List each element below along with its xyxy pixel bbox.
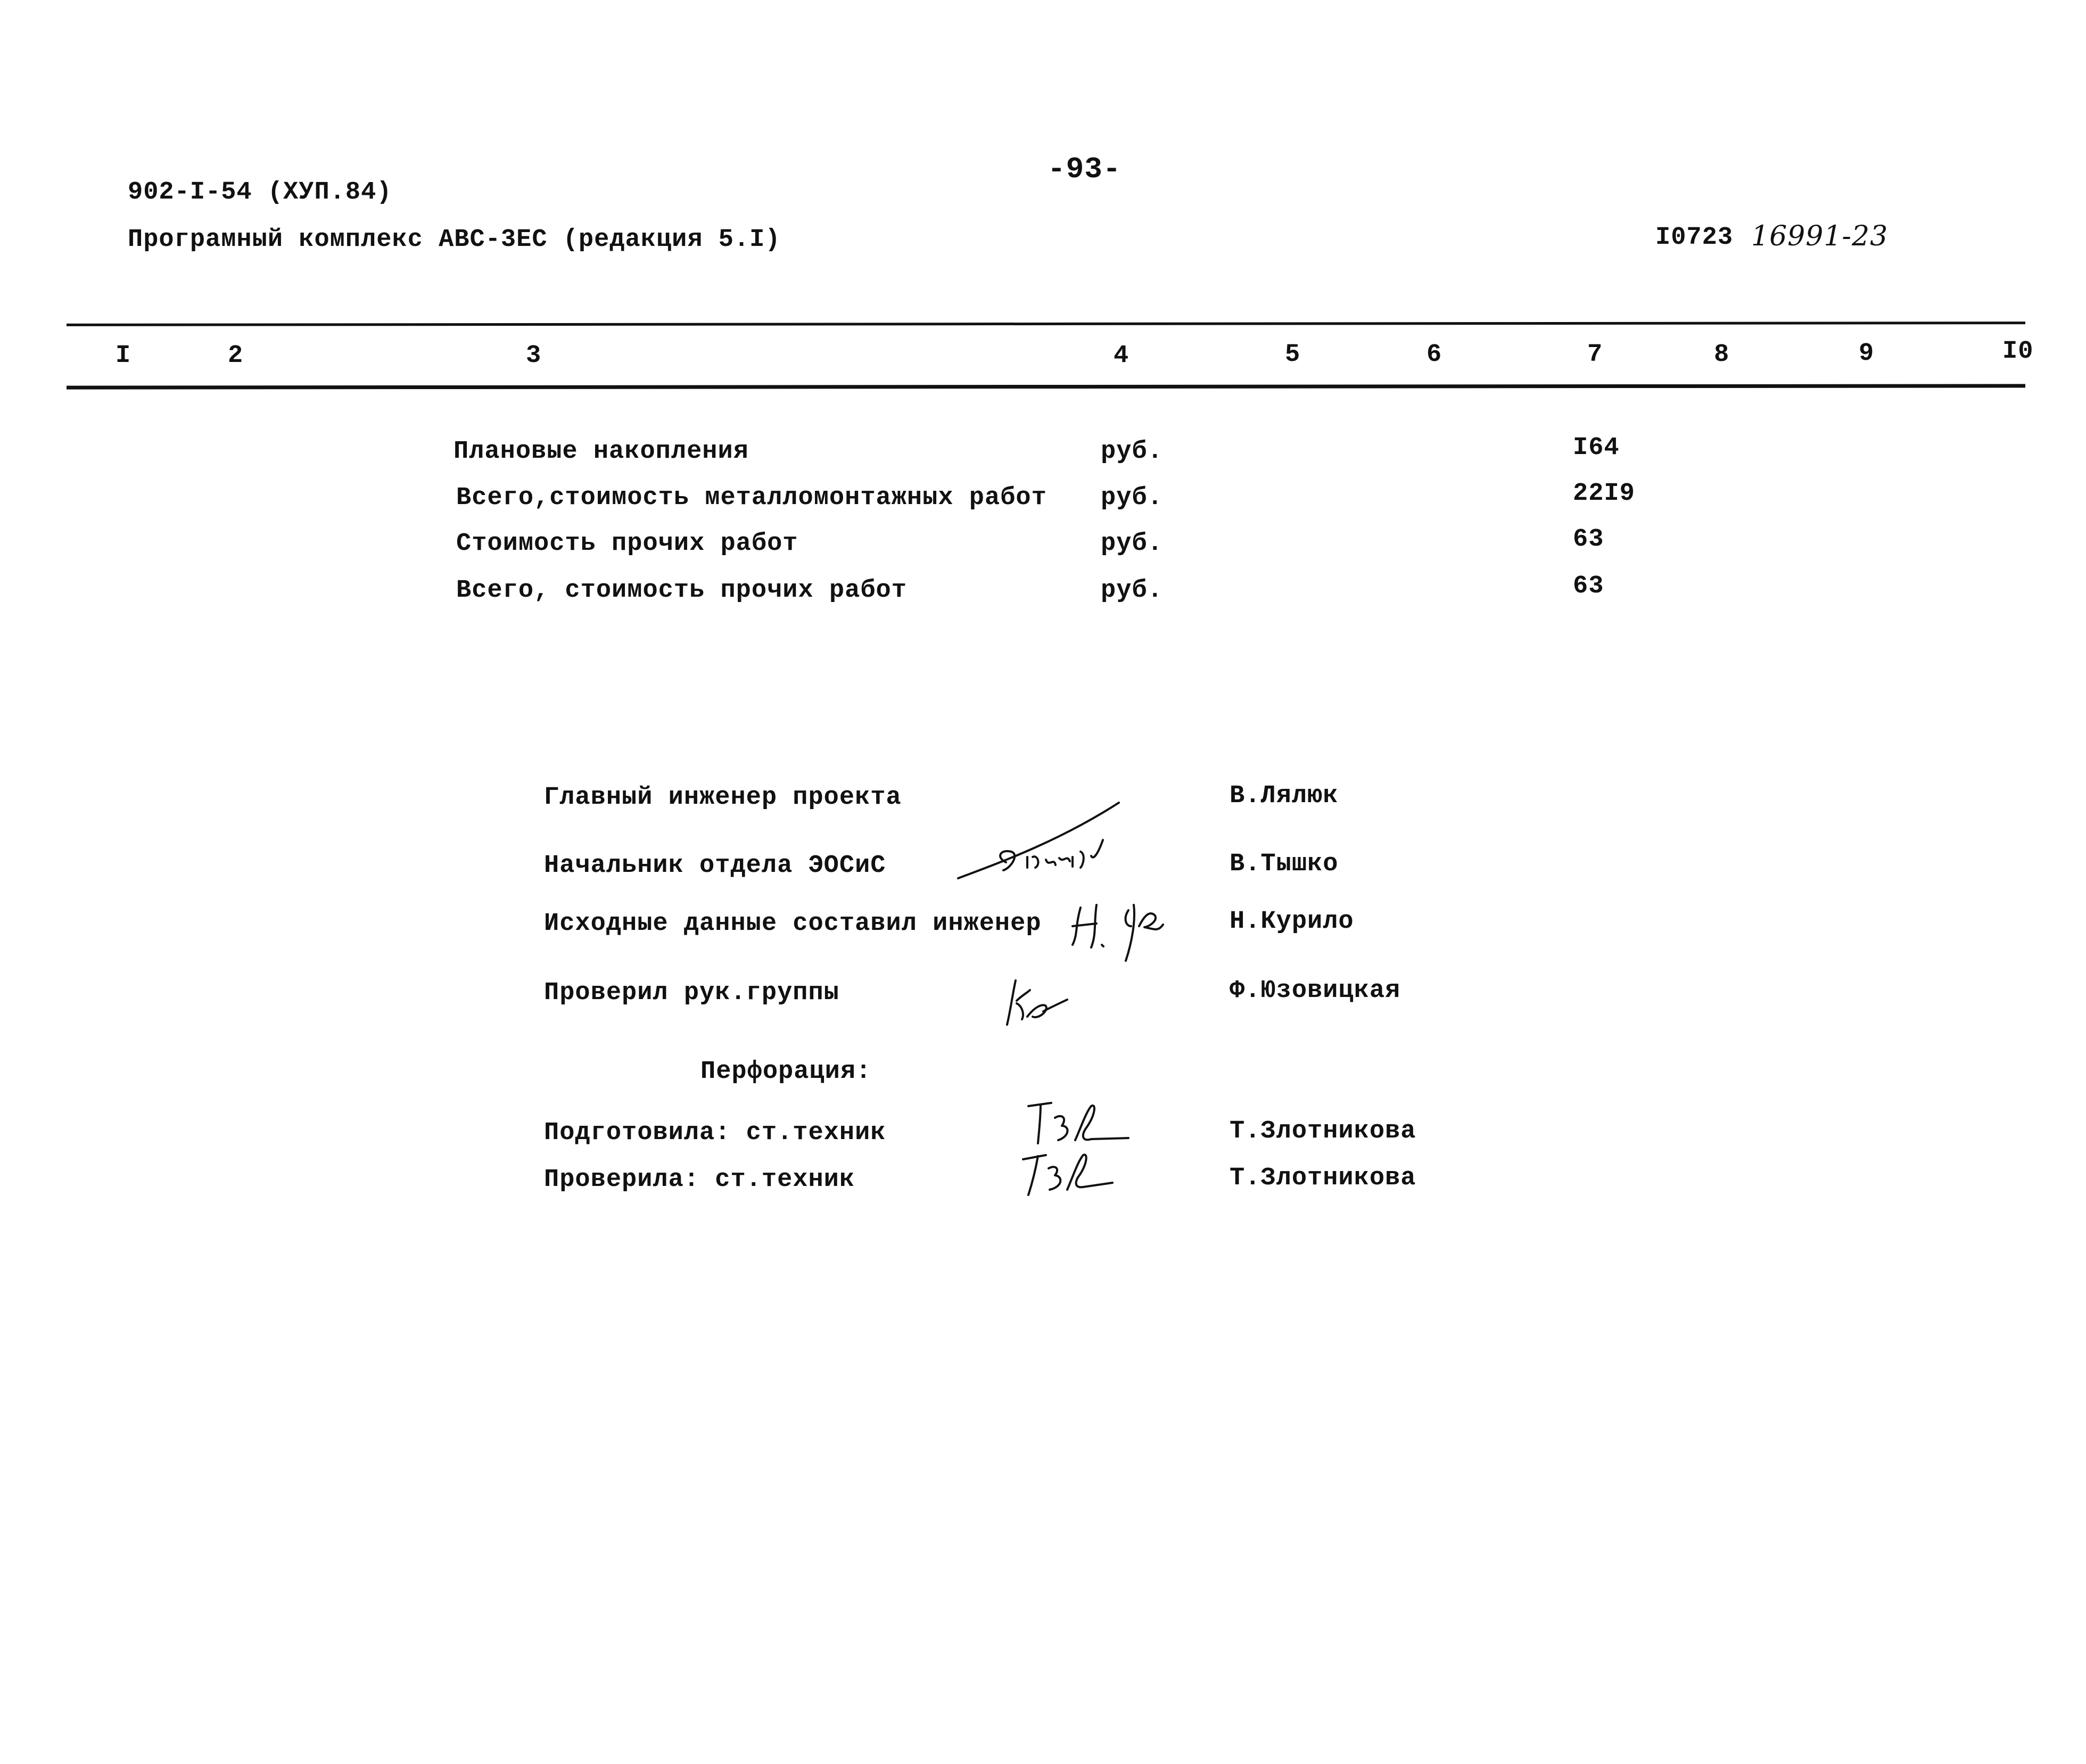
column-number: 6 [1427,341,1442,369]
column-number: 8 [1714,341,1730,369]
column-number: 7 [1587,341,1603,369]
document-code: 902-I-54 (ХУП.84) [128,178,392,207]
signatory-name: Н.Курило [1230,908,1354,936]
signatory-role: Исходные данные составил инженер [544,910,1042,938]
row-unit: руб. [1101,438,1163,466]
row-name: Плановые накопления [454,438,749,466]
table-top-rule [67,322,2025,326]
column-number: 4 [1114,342,1129,370]
inventory-number: 16991-23 [1751,220,1889,252]
signatory-role: Проверила: ст.техник [544,1166,855,1194]
handwritten-signature [953,798,1134,889]
column-number: 9 [1859,340,1875,368]
row-name: Всего, стоимость прочих работ [456,576,907,605]
column-number: 5 [1285,341,1301,369]
handwritten-signature [1065,894,1182,963]
signatory-name: Т.Злотникова [1230,1164,1416,1192]
row-unit: руб. [1101,530,1163,558]
software-title: Програмный комплекс АВС-3ЕС (редакция 5.I) [128,226,781,254]
table-header-rule [67,384,2025,389]
column-number: 3 [526,342,542,370]
signatory-name: В.Лялюк [1230,782,1339,810]
perforation-heading: Перфорация: [700,1058,872,1086]
handwritten-signature [1017,1144,1123,1203]
signatory-role: Подготовила: ст.техник [544,1119,886,1147]
signatory-role: Начальник отдела ЭОСиС [544,852,886,880]
column-number: I [116,342,131,370]
signatory-name: Ф.Юзовицкая [1230,977,1401,1005]
row-name: Всего,стоимость металломонтажных работ [456,484,1047,512]
signatory-role: Главный инженер проекта [544,784,902,812]
row-name: Стоимость прочих работ [456,530,798,558]
row-value: 63 [1573,525,1604,554]
row-unit: руб. [1101,484,1163,512]
row-unit: руб. [1101,576,1163,605]
signatory-name: В.Тышко [1230,850,1339,878]
sheet-code: I0723 [1655,224,1734,252]
handwritten-signature [1001,974,1075,1033]
row-value: I64 [1573,434,1620,462]
signatory-name: Т.Злотникова [1230,1117,1416,1145]
signatory-role: Проверил рук.группы [544,979,839,1007]
column-number: 2 [228,342,244,370]
row-value: 63 [1573,572,1604,600]
column-number: I0 [2002,337,2034,366]
row-value: 22I9 [1573,480,1635,508]
page-number: -93- [1048,152,1122,186]
